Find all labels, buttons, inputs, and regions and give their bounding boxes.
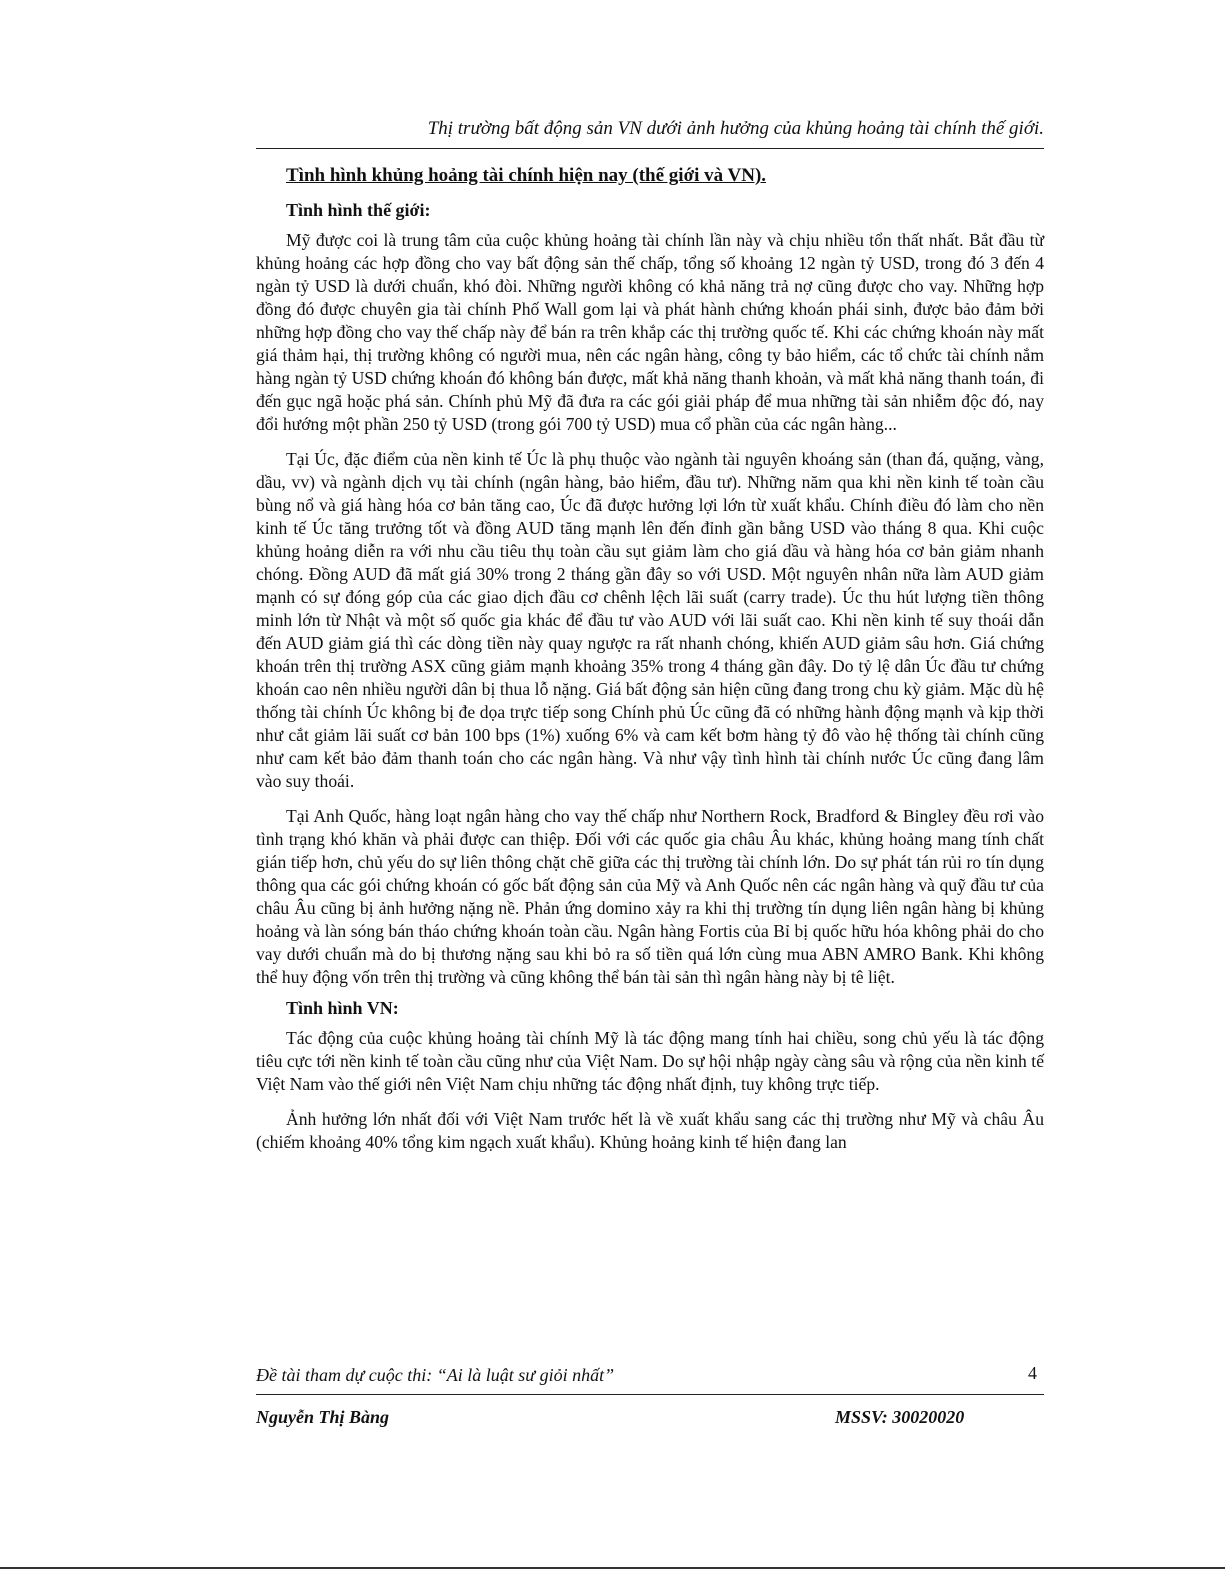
footer-contest: Đề tài tham dự cuộc thi: “Ai là luật sư giỏi nhất” [256,1365,615,1385]
page-number: 4 [1028,1363,1037,1383]
document-body [256,161,1044,1154]
header-divider [256,148,1044,149]
paragraph-vn-2: Ảnh hưởng lớn nhất đối với Việt Nam trước hết là về xuất khẩu sang các thị trường như Mỹ và châu Âu (chiếm khoảng 40% tổng kim ngạch xuất khẩu). Khủng hoảng kinh tế hiện đang lan [256,1109,1044,1152]
subhead-vn: Tình hình VN: [286,998,399,1018]
section-title: Tình hình khủng hoảng tài chính hiện nay (thế giới và VN). [286,165,767,186]
paragraph-us: Mỹ được coi là trung tâm của cuộc khủng hoảng tài chính lần này và chịu nhiều tổn thất nhất. Bắt đầu từ khủng hoảng các hợp đồng cho vay bất động sản thế chấp, tổng số khoảng 12 ngàn tỷ USD, trong đó 3 đến 4 ngàn tỷ USD là dưới chuẩn, khó đòi. Những người không có khả năng trả nợ cũng được cho vay. Những hợp đồng đó được chuyên gia tài chính Phố Wall gom lại và phát hành chứng khoán phái sinh, được bảo đảm bởi những hợp đồng cho vay thế chấp này để bán ra trên khắp các thị trường quốc tế. Khi các chứng khoán này mất giá thảm hại, thị trường không có người mua, nên các ngân hàng, công ty bảo hiểm, các tổ chức tài chính nắm hàng ngàn tỷ USD chứng khoán đó không bán được, mất khả năng thanh khoản, và mất khả năng thanh toán, đi đến gục ngã hoặc phá sản. Chính phủ Mỹ đã đưa ra các gói giải pháp để mua những tài sản nhiễm độc đó, nay đổi hướng một phần 250 tỷ USD (trong gói 700 tỷ USD) mua cổ phần của các ngân hàng... [256,230,1044,434]
author-name: Nguyễn Thị Bàng [256,1407,390,1427]
student-id: MSSV: 30020020 [835,1407,965,1427]
footer-divider [256,1394,1044,1395]
subhead-world: Tình hình thế giới: [286,200,431,220]
running-header: Thị trường bất động sản VN dưới ảnh hưởng của khủng hoảng tài chính thế giới. [427,118,1044,139]
page-bottom-edge [0,1567,1225,1569]
paragraph-vn-1: Tác động của cuộc khủng hoảng tài chính Mỹ là tác động mang tính hai chiều, song chủ yếu là tác động tiêu cực tới nền kinh tế toàn cầu cũng như của Việt Nam. Do sự hội nhập ngày càng sâu và rộng của nền kinh tế Việt Nam vào thế giới nên Việt Nam chịu những tác động nhất định, tuy không trực tiếp. [256,1028,1044,1094]
paragraph-uk: Tại Anh Quốc, hàng loạt ngân hàng cho vay thế chấp như Northern Rock, Bradford & Bingley đều rơi vào tình trạng khó khăn và phải được can thiệp. Đối với các quốc gia châu Âu khác, khủng hoảng mang tính chất gián tiếp hơn, chủ yếu do sự liên thông chặt chẽ giữa các thị trường tài chính lớn. Do sự phát tán rủi ro tín dụng thông qua các gói chứng khoán có gốc bất động sản của Mỹ và Anh Quốc nên các ngân hàng và quỹ đầu tư của châu Âu cũng bị ảnh hưởng nặng nề. Phản ứng domino xảy ra khi thị trường tín dụng liên ngân hàng bị khủng hoảng và làn sóng bán tháo chứng khoán toàn cầu. Ngân hàng Fortis của Bỉ bị quốc hữu hóa không phải do cho vay dưới chuẩn mà do bị thương nặng sau khi bỏ ra số tiền quá lớn cùng mua ABN AMRO Bank. Khi không thể huy động vốn trên thị trường và cũng không thể bán tài sản thì ngân hàng này bị tê liệt. [256,806,1044,987]
paragraph-australia: Tại Úc, đặc điểm của nền kinh tế Úc là phụ thuộc vào ngành tài nguyên khoáng sản (than đá, quặng, vàng, dầu, vv) và ngành dịch vụ tài chính (ngân hàng, bảo hiểm, đầu tư). Những năm qua khi nền kinh tế toàn cầu bùng nổ và giá hàng hóa cơ bản tăng cao, Úc đã được hưởng lợi lớn từ xuất khẩu. Chính điều đó làm cho nền kinh tế Úc tăng trưởng tốt và đồng AUD tăng mạnh lên đến đỉnh gần bằng USD vào tháng 8 qua. Khi cuộc khủng hoảng diễn ra với nhu cầu tiêu thụ toàn cầu sụt giảm làm cho giá dầu và hàng hóa cơ bản giảm nhanh chóng. Đồng AUD đã mất giá 30% trong 2 tháng gần đây so với USD. Một nguyên nhân nữa làm AUD giảm mạnh có sự đóng góp của các giao dịch đầu cơ chênh lệch lãi suất (carry trade). Úc thu hút lượng tiền thông minh lớn từ Nhật và một số quốc gia khác để đầu tư vào AUD với lãi suất cao. Khi nền kinh tế suy thoái dẫn đến AUD giảm giá thì các dòng tiền này quay ngược ra rất nhanh chóng, khiến AUD giảm sâu hơn. Giá chứng khoán trên thị trường ASX cũng giảm mạnh khoảng 35% trong 4 tháng gần đây. Do tỷ lệ dân Úc đầu tư chứng khoán cao nên nhiều người dân bị thua lỗ nặng. Giá bất động sản hiện cũng đang trong chu kỳ giảm. Mặc dù hệ thống tài chính Úc không bị đe dọa trực tiếp song Chính phủ Úc cũng đã có những hành động mạnh và kịp thời như cắt giảm lãi suất cơ bản 100 bps (1%) xuống 6% và cam kết bơm hàng tỷ đô vào hệ thống tài chính cũng như cam kết bảo đảm thanh toán cho các ngân hàng. Và như vậy tình hình tài chính nước Úc cũng đang lâm vào suy thoái. [256,449,1044,791]
